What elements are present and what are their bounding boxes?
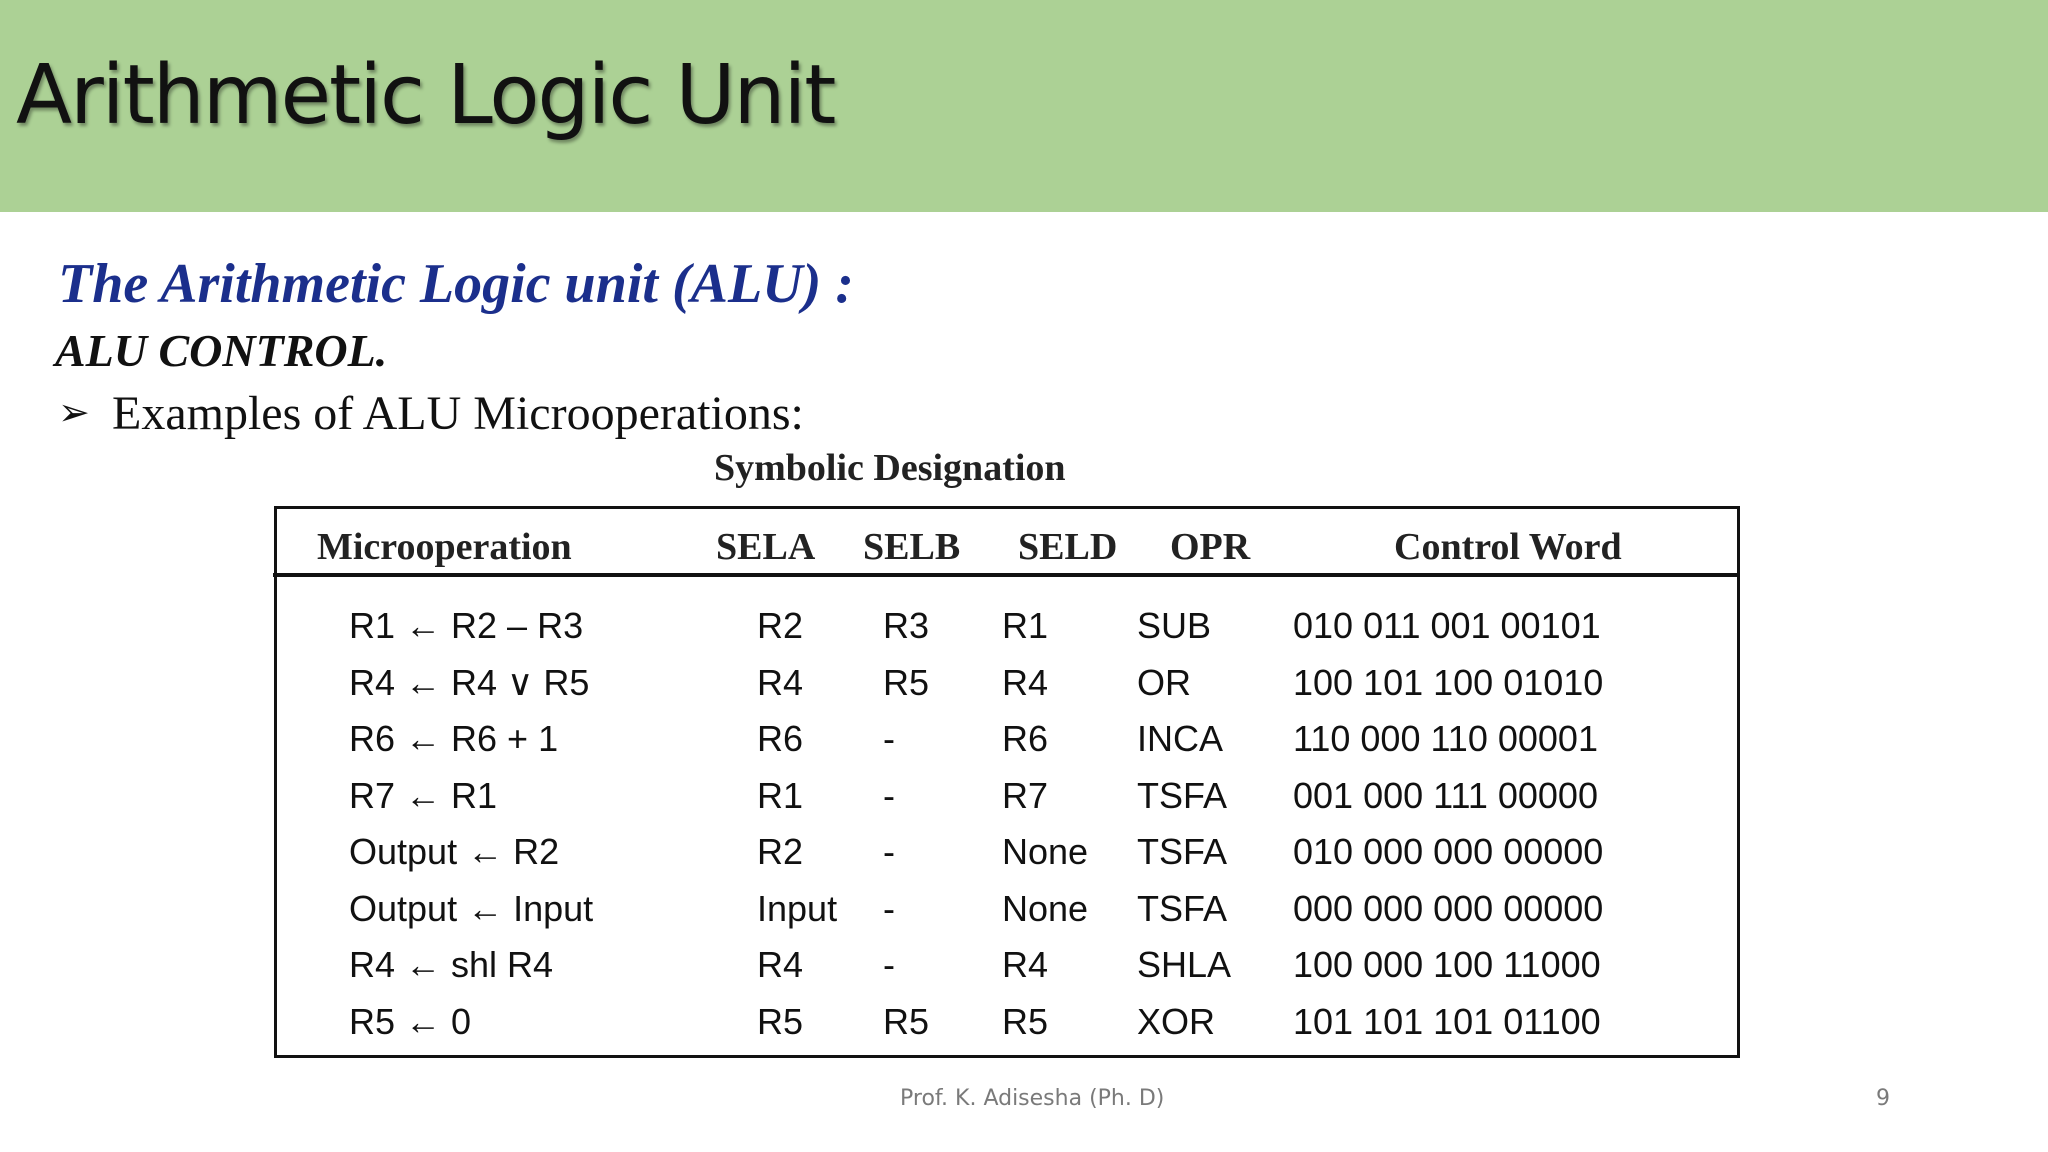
cell-control-word: 100 000 100 11000 bbox=[1293, 944, 1601, 985]
cell-seld: R1 bbox=[1002, 605, 1049, 646]
table-row bbox=[277, 888, 1737, 938]
page-number: 9 bbox=[1876, 1086, 1890, 1111]
cell-selb: - bbox=[883, 831, 895, 872]
table-row bbox=[277, 831, 1737, 881]
cell-sela: R4 bbox=[757, 661, 804, 703]
cell-microoperation: R6 ← R6 + 1 bbox=[349, 718, 559, 759]
cell-microoperation: R5 ← 0 bbox=[349, 1000, 472, 1042]
column-header-opr: OPR bbox=[1170, 526, 1251, 568]
cell-seld: R4 bbox=[1002, 944, 1049, 985]
cell-seld: R7 bbox=[1002, 774, 1049, 816]
slide-title: Arithmetic Logic Unit bbox=[16, 48, 835, 143]
cell-sela: R4 bbox=[757, 944, 804, 985]
cell-control-word: 100 101 100 01010 bbox=[1293, 661, 1604, 703]
column-header-sela: SELA bbox=[716, 526, 816, 568]
cell-opr: TSFA bbox=[1137, 774, 1228, 816]
cell-opr: XOR bbox=[1137, 1000, 1216, 1042]
bullet-text: Examples of ALU Microoperations: bbox=[112, 387, 804, 440]
cell-microoperation: R7 ← R1 bbox=[349, 774, 498, 816]
cell-seld: R5 bbox=[1002, 1000, 1049, 1042]
cell-sela: Input bbox=[757, 887, 838, 929]
microoperations-table bbox=[274, 506, 1740, 1058]
cell-microoperation: R1 ← R2 – R3 bbox=[349, 605, 584, 646]
cell-selb: R5 bbox=[883, 661, 930, 703]
cell-control-word: 110 000 110 00001 bbox=[1293, 718, 1598, 759]
table-row bbox=[277, 662, 1737, 712]
column-header-microoperation: Microoperation bbox=[317, 526, 572, 568]
cell-selb: - bbox=[883, 887, 895, 929]
cell-opr: SUB bbox=[1137, 605, 1212, 646]
cell-seld: None bbox=[1002, 831, 1089, 872]
column-header-seld: SELD bbox=[1018, 526, 1118, 568]
cell-opr: TSFA bbox=[1137, 831, 1228, 872]
section-heading: ALU CONTROL. bbox=[55, 325, 388, 376]
cell-seld: None bbox=[1002, 887, 1089, 929]
cell-control-word: 101 101 101 01100 bbox=[1293, 1000, 1601, 1042]
cell-opr: SHLA bbox=[1137, 944, 1232, 985]
cell-selb: - bbox=[883, 774, 895, 816]
cell-sela: R1 bbox=[757, 774, 804, 816]
title-bar bbox=[0, 0, 2048, 212]
cell-opr: OR bbox=[1137, 661, 1191, 703]
cell-microoperation: Output ← R2 bbox=[349, 831, 560, 872]
table-row bbox=[277, 944, 1737, 994]
cell-control-word: 000 000 000 00000 bbox=[1293, 887, 1604, 929]
cell-selb: R3 bbox=[883, 605, 930, 646]
cell-sela: R2 bbox=[757, 605, 804, 646]
cell-sela: R2 bbox=[757, 831, 804, 872]
slide-subtitle: The Arithmetic Logic unit (ALU) : bbox=[58, 253, 854, 315]
cell-microoperation: R4 ← R4 ∨ R5 bbox=[349, 661, 590, 703]
cell-microoperation: Output ← Input bbox=[349, 887, 594, 929]
cell-control-word: 010 000 000 00000 bbox=[1293, 831, 1604, 872]
table-row bbox=[277, 605, 1737, 655]
table-caption: Symbolic Designation bbox=[714, 447, 1066, 489]
table-row bbox=[277, 775, 1737, 825]
table-row bbox=[277, 718, 1737, 768]
cell-control-word: 010 011 001 00101 bbox=[1293, 605, 1601, 646]
cell-seld: R6 bbox=[1002, 718, 1049, 759]
cell-selb: - bbox=[883, 718, 895, 759]
column-header-control-word: Control Word bbox=[1394, 526, 1622, 568]
cell-selb: - bbox=[883, 944, 895, 985]
cell-microoperation: R4 ← shl R4 bbox=[349, 944, 554, 985]
cell-opr: TSFA bbox=[1137, 887, 1228, 929]
cell-sela: R5 bbox=[757, 1000, 804, 1042]
cell-control-word: 001 000 111 00000 bbox=[1293, 774, 1598, 816]
table-row bbox=[277, 1001, 1737, 1051]
bullet-item bbox=[58, 386, 804, 441]
cell-selb: R5 bbox=[883, 1000, 930, 1042]
header-divider bbox=[273, 573, 1739, 577]
cell-opr: INCA bbox=[1137, 718, 1224, 759]
column-header-selb: SELB bbox=[863, 526, 961, 568]
footer-author: Prof. K. Adisesha (Ph. D) bbox=[900, 1086, 1165, 1111]
arrowhead-bullet-icon: ➢ bbox=[58, 392, 90, 434]
cell-seld: R4 bbox=[1002, 661, 1049, 703]
cell-sela: R6 bbox=[757, 718, 804, 759]
